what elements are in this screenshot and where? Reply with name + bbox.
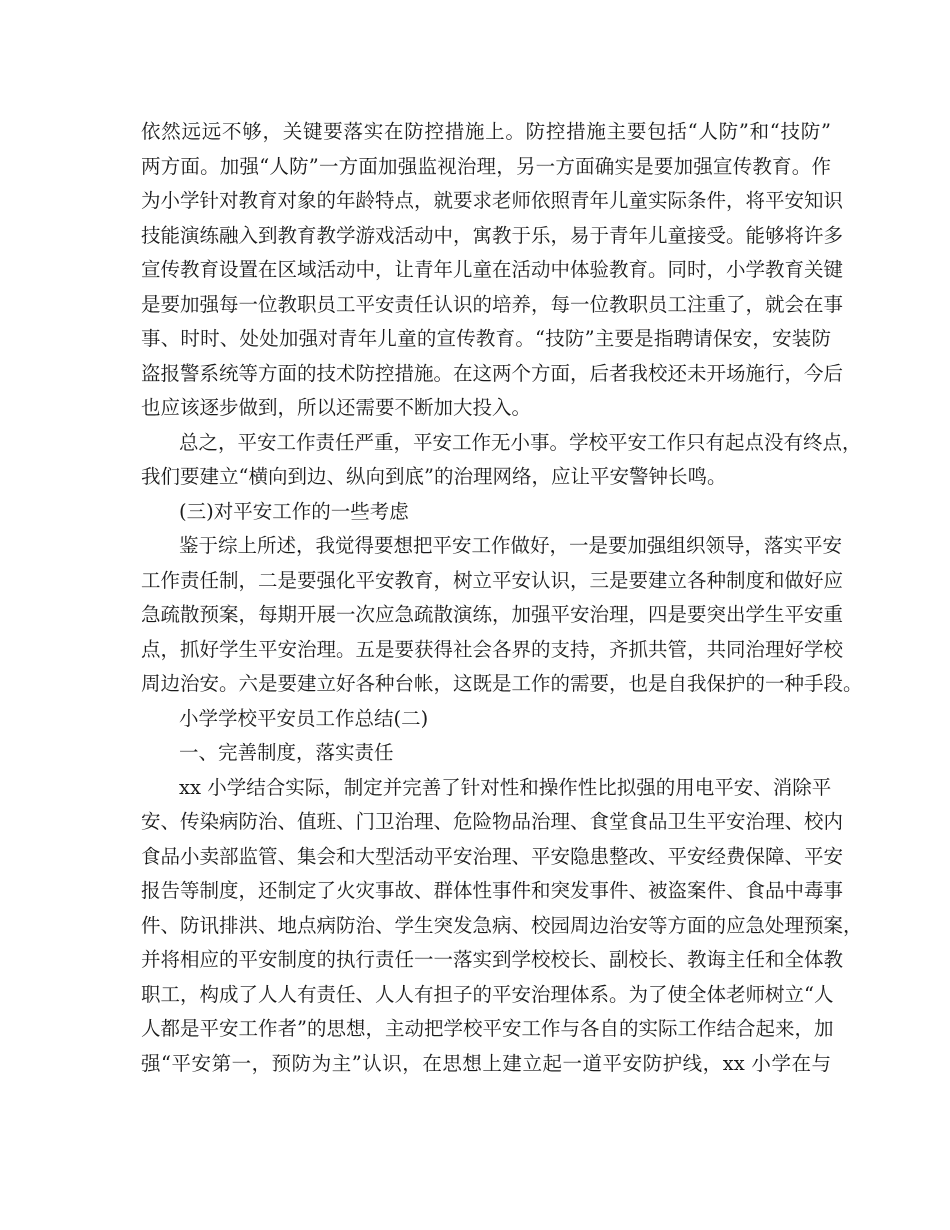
- text-line: 周边治安。六是要建立好各种台帐，这既是工作的需要，也是自我保护的一种手段。: [141, 672, 863, 695]
- text-line: 为小学针对教育对象的年龄特点，就要求老师依照青年儿童实际条件，将平安知识: [141, 189, 844, 212]
- text-line: 盗报警系统等方面的技术防控措施。在这两个方面，后者我校还未开场施行，今后: [141, 361, 844, 385]
- text-line: 我们要建立“横向到边、纵向到底”的治理网络，应让平安警钟长鸣。: [141, 465, 727, 488]
- text-line: 也应该逐步做到，所以还需要不断加大投入。: [141, 396, 532, 419]
- text-line: (三)对平安工作的一些考虑: [179, 499, 409, 523]
- text-line: 小学学校平安员工作总结(二): [179, 706, 429, 730]
- text-line: 是要加强每一位教职员工平安责任认识的培养，每一位教职员工注重了，就会在事: [141, 292, 844, 316]
- text-line: 一、完善制度，落实责任: [179, 741, 394, 764]
- text-line: 事、时时、处处加强对青年儿童的宣传教育。“技防”主要是指聘请保安，安装防: [141, 327, 831, 350]
- text-line: 工作责任制，二是要强化平安教育，树立平安认识，三是要建立各种制度和做好应: [141, 568, 844, 592]
- text-line: 总之，平安工作责任严重，平安工作无小事。学校平安工作只有起点没有终点，: [179, 430, 862, 454]
- text-line: 食品小卖部监管、集会和大型活动平安治理、平安隐患整改、平安经费保障、平安: [141, 844, 844, 868]
- text-line: 并将相应的平安制度的执行责任一一落实到学校校长、副校长、教诲主任和全体教: [141, 948, 844, 971]
- text-line: 宣传教育设置在区域活动中，让青年儿童在活动中体验教育。同时，小学教育关键: [141, 258, 844, 281]
- text-line: 急疏散预案，每期开展一次应急疏散演练，加强平安治理，四是要突出学生平安重: [141, 603, 844, 626]
- document-body: [141, 115, 863, 1081]
- text-line: 人都是平安工作者”的思想，主动把学校平安工作与各自的实际工作结合起来，加: [141, 1017, 834, 1040]
- text-line: 两方面。加强“人防”一方面加强监视治理，另一方面确实是要加强宣传教育。作: [141, 154, 831, 178]
- text-line: 件、防讯排洪、地点病防治、学生突发急病、校园周边治安等方面的应急处理预案，: [141, 913, 863, 937]
- text-line: 强“平安第一，预防为主”认识，在思想上建立起一道平安防护线，xx 小学在与: [141, 1051, 831, 1075]
- text-line: 鉴于综上所述，我觉得要想把平安工作做好，一是要加强组织领导，落实平安: [179, 534, 843, 557]
- text-line: 点，抓好学生平安治理。五是要获得社会各界的支持，齐抓共管，共同治理好学校: [141, 637, 844, 661]
- text-line: 职工，构成了人人有责任、人人有担子的平安治理体系。为了使全体老师树立“人: [141, 982, 834, 1006]
- text-line: 安、传染病防治、值班、门卫治理、危险物品治理、食堂食品卫生平安治理、校内: [141, 810, 844, 833]
- text-line: 依然远远不够，关键要落实在防控措施上。防控措施主要包括“人防”和“技防”: [141, 120, 831, 143]
- text-line: 技能演练融入到教育教学游戏活动中，寓教于乐，易于青年儿童接受。能够将许多: [141, 223, 844, 247]
- text-line: 报告等制度，还制定了火灾事故、群体性事件和突发事件、被盗案件、食品中毒事: [141, 879, 844, 902]
- text-line: xx 小学结合实际，制定并完善了针对性和操作性比拟强的用电平安、消除平: [179, 775, 832, 799]
